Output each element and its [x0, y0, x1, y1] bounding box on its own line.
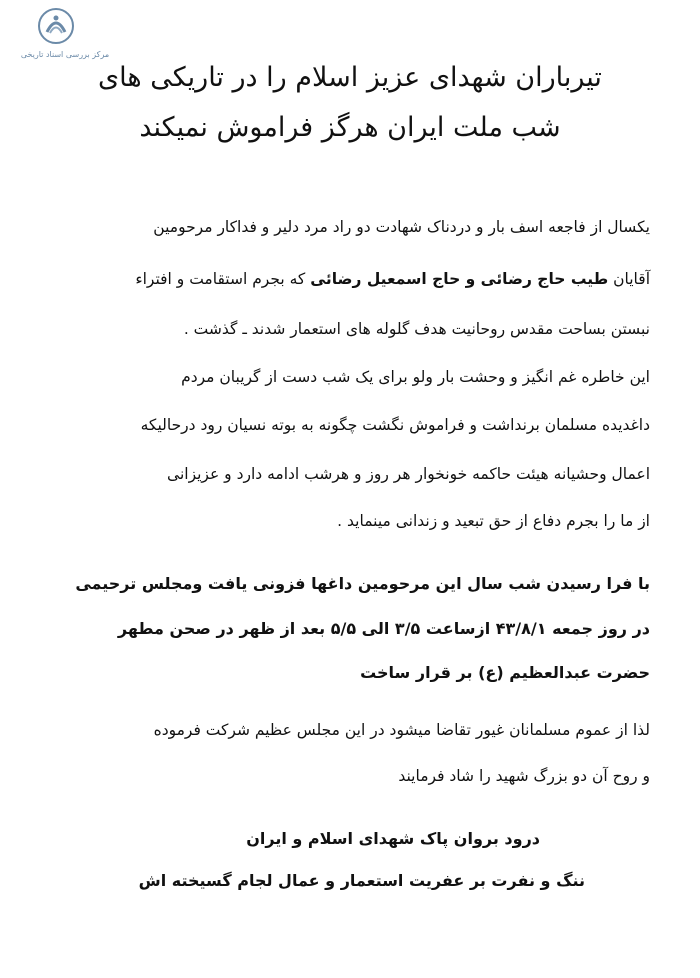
closing-line-1: درود بروان پاک شهدای اسلام و ایران	[246, 829, 540, 848]
paragraph-4-line-1: لذا از عموم مسلمانان غیور تقاضا میشود در این مجلس عظیم شرکت فرموده	[153, 721, 650, 739]
paragraph-4-line-2: و روح آن دو بزرگ شهید را شاد فرمایند	[398, 767, 650, 785]
closing-line-2: ننگ و نفرت بر عفریت استعمار و عمال لجام گسیخته اش	[138, 871, 585, 890]
paragraph-3-line-1: با فرا رسیدن شب سال این مرحومین داغها فزونی یافت ومجلس ترحیمی	[75, 574, 650, 593]
paragraph-3-line-3: حضرت عبدالعظیم (ع) بر قرار ساخت	[360, 663, 650, 682]
headline-line-1: تیرباران شهدای عزیز اسلام را در تاریکی های	[98, 62, 602, 93]
paragraph-1-line-2	[135, 270, 650, 288]
archive-logo	[8, 6, 118, 66]
paragraph-1-line-1: یکسال از فاجعه اسف بار و دردناک شهادت دو راد مرد دلیر و فداکار مرحومین	[153, 218, 650, 236]
paragraph-1-line-2-prefix: آقایان	[613, 270, 650, 288]
headline-line-2: شب ملت ایران هرگز فراموش نمیکند	[139, 112, 561, 143]
paragraph-1-line-3: نبستن بساحت مقدس روحانیت هدف گلوله های استعمار شدند ـ گذشت .	[183, 320, 650, 338]
paragraph-2-line-2: داغدیده مسلمان برنداشت و فراموش نگشت چگونه به بوته نسیان رود درحالیکه	[140, 416, 650, 434]
paragraph-3-line-2: در روز جمعه ۴۳/۸/۱ ازساعت ۳/۵ الی ۵/۵ بعد از ظهر در صحن مطهر	[117, 619, 650, 638]
paragraph-2-line-4: از ما را بجرم دفاع از حق تبعید و زندانی مینماید .	[337, 512, 650, 530]
paragraph-2-line-3: اعمال وحشیانه هیئت حاکمه خونخوار هر روز و هرشب ادامه دارد و عزیزانی	[167, 465, 650, 483]
archive-seal-icon	[36, 6, 76, 46]
paragraph-1-line-2-suffix: که بجرم استقامت و افتراء	[135, 270, 306, 288]
archive-logo-text: مرکز بررسی اسناد تاریخی	[20, 50, 110, 59]
paragraph-2-line-1: این خاطره غم انگیز و وحشت بار ولو برای یک شب دست از گریبان مردم	[181, 368, 650, 386]
martyr-names: طیب حاج رضائی و حاج اسمعیل رضائی	[310, 270, 609, 288]
